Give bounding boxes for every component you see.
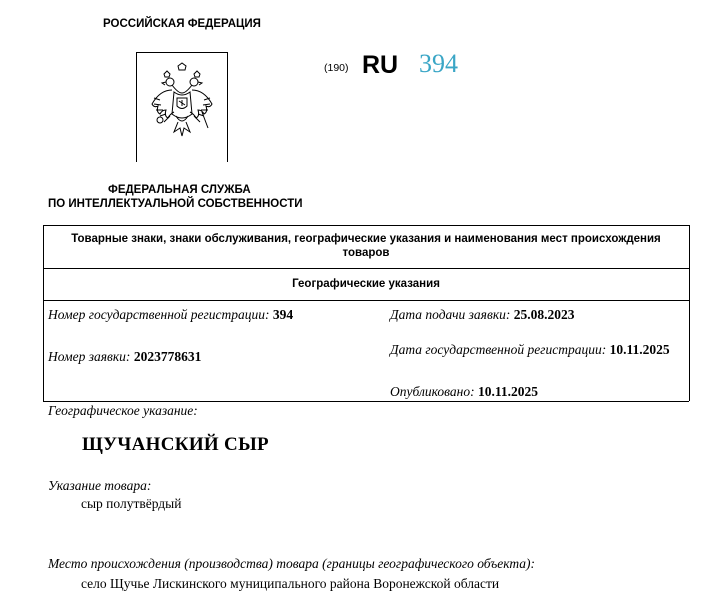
field-value: 25.08.2023 — [513, 307, 575, 322]
field-application-number — [48, 349, 201, 365]
divider — [43, 268, 689, 269]
field-label: Номер государственной регистрации: — [48, 307, 270, 322]
divider — [43, 225, 44, 401]
goods-label: Указание товара: — [48, 478, 152, 493]
field-registration-number — [48, 307, 293, 323]
divider — [43, 401, 689, 402]
field-value: 10.11.2025 — [609, 342, 670, 357]
gi-name: ЩУЧАНСКИЙ СЫР — [82, 434, 269, 455]
field-label: Дата подачи заявки: — [390, 307, 511, 322]
field-publication-date — [390, 384, 538, 400]
field-value: 10.11.2025 — [477, 384, 538, 399]
divider — [689, 225, 690, 401]
field-label: Опубликовано: — [390, 384, 475, 399]
gi-label: Географическое указание: — [48, 403, 198, 418]
field-value: 2023778631 — [133, 349, 202, 364]
field-label: Дата государственной регистрации: — [390, 342, 607, 357]
section-title: Географические указания — [292, 278, 440, 290]
field-value: 394 — [272, 307, 294, 322]
field-registration-date — [390, 342, 670, 358]
registration-code: (190) — [324, 62, 349, 74]
field-label: Номер заявки: — [48, 349, 131, 364]
divider — [43, 225, 689, 226]
category-title: Товарные знаки, знаки обслуживания, географические указания и наименования мест происхождения товаров — [71, 233, 661, 259]
registration-number: 394 — [419, 49, 458, 78]
registration-country-code: RU — [362, 51, 399, 79]
origin-value: село Щучье Лискинского муниципального района Воронежской области — [81, 576, 500, 591]
goods-value: сыр полутвёрдый — [81, 496, 182, 511]
country-heading: РОССИЙСКАЯ ФЕДЕРАЦИЯ — [103, 18, 261, 30]
divider — [43, 300, 689, 301]
field-filing-date — [390, 307, 575, 323]
russian-coat-of-arms-icon — [148, 62, 216, 142]
service-name-line1: ФЕДЕРАЛЬНАЯ СЛУЖБА — [108, 184, 251, 196]
origin-label: Место происхождения (производства) товара (границы географического объекта): — [48, 556, 536, 571]
service-name-line2: ПО ИНТЕЛЛЕКТУАЛЬНОЙ СОБСТВЕННОСТИ — [48, 198, 303, 210]
